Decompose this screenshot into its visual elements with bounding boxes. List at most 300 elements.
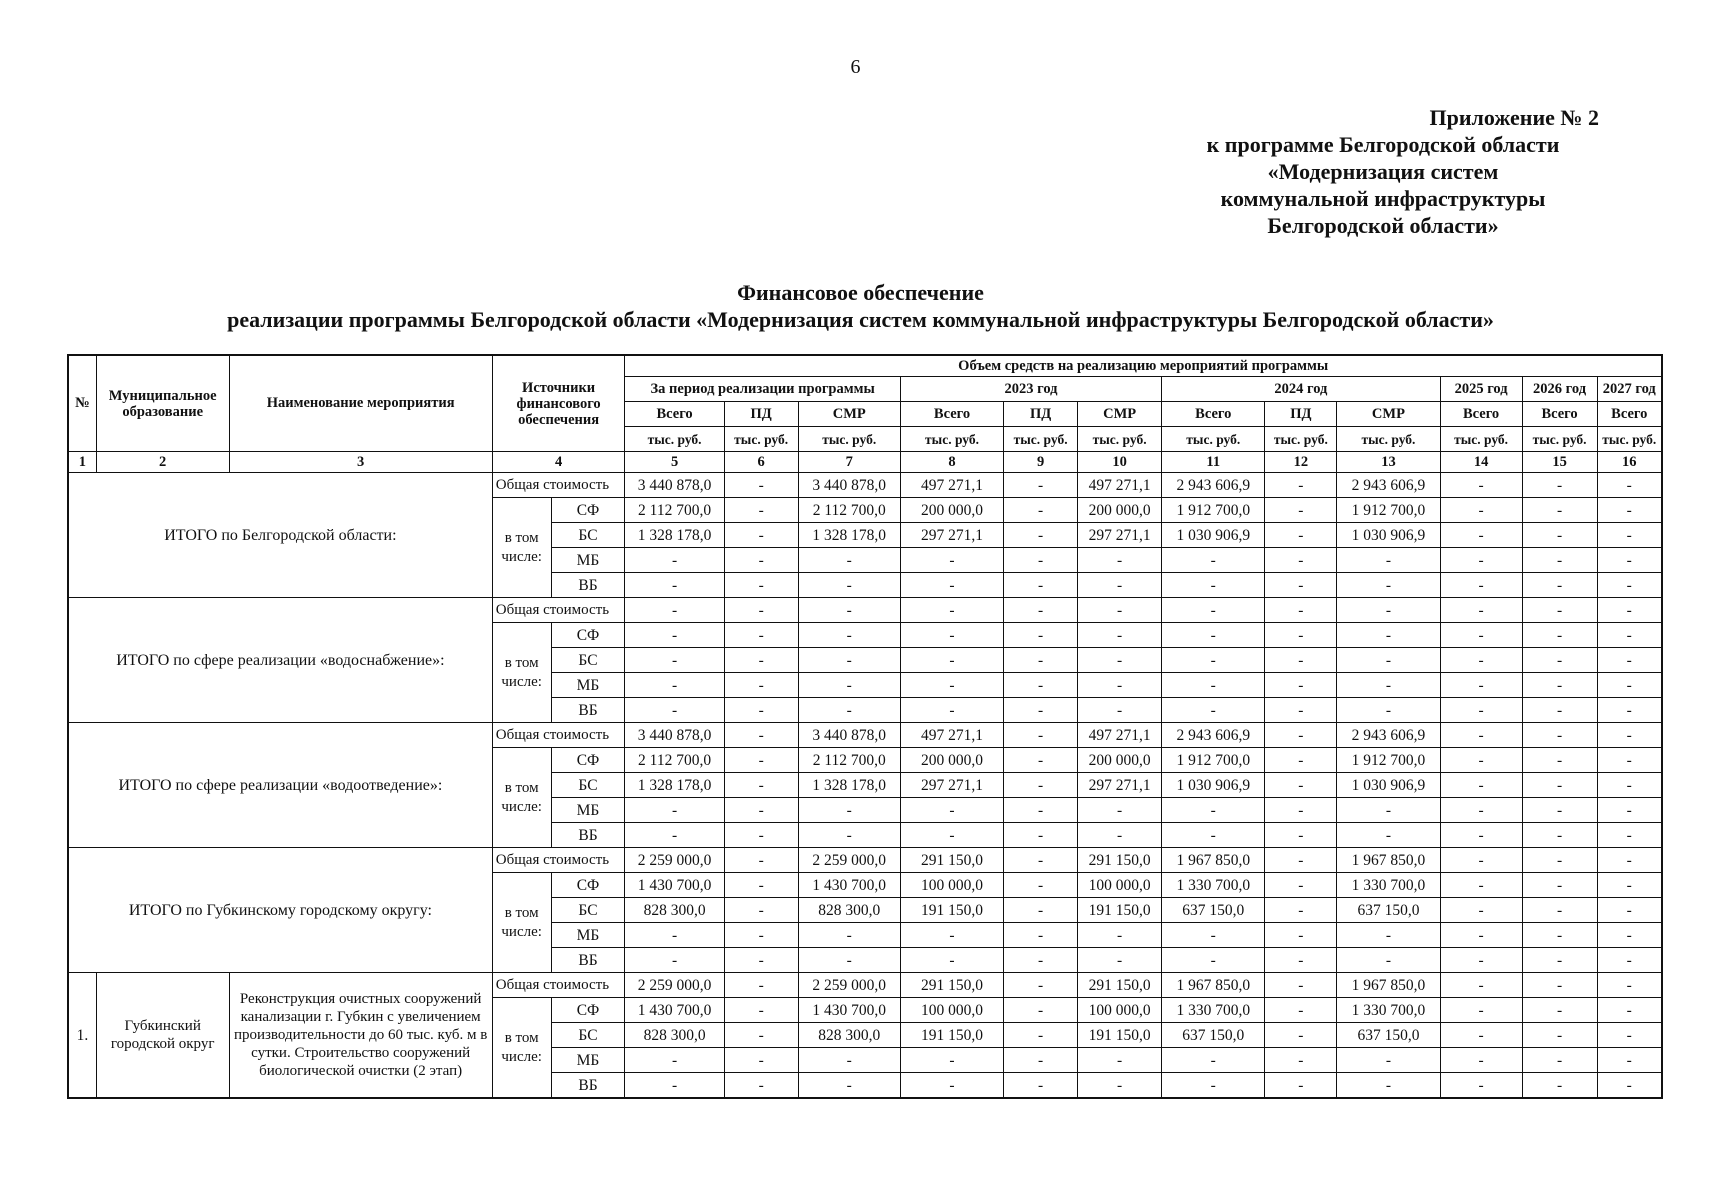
col-header-sources: Источники финансового обеспечения: [492, 355, 625, 452]
subheader-pd: ПД: [724, 402, 798, 427]
value-cell: -: [1004, 848, 1078, 873]
value-cell: -: [1522, 698, 1597, 723]
source-vb: ВБ: [551, 698, 625, 723]
column-number: 9: [1004, 452, 1078, 473]
value-cell: 1 912 700,0: [1162, 498, 1265, 523]
value-cell: -: [1522, 1073, 1597, 1099]
source-sf: СФ: [551, 748, 625, 773]
value-cell: 191 150,0: [900, 898, 1003, 923]
value-cell: -: [1265, 748, 1337, 773]
group-total-label: ИТОГО по Белгородской области:: [68, 473, 492, 598]
value-cell: -: [724, 798, 798, 823]
value-cell: -: [1337, 548, 1440, 573]
col-header-activity: Наименование мероприятия: [229, 355, 492, 452]
unit-label: тыс. руб.: [1337, 427, 1440, 452]
value-cell: -: [625, 648, 724, 673]
source-total-cost: Общая стоимость: [492, 973, 625, 998]
source-including-label: в том числе:: [492, 998, 551, 1099]
column-number: 5: [625, 452, 724, 473]
source-mb: МБ: [551, 1048, 625, 1073]
value-cell: -: [1265, 648, 1337, 673]
value-cell: -: [1597, 823, 1662, 848]
value-cell: -: [1597, 648, 1662, 673]
column-number: 3: [229, 452, 492, 473]
value-cell: -: [724, 648, 798, 673]
value-cell: -: [900, 948, 1003, 973]
value-cell: -: [1597, 473, 1662, 498]
subheader-total: Всего: [1522, 402, 1597, 427]
col-header-2023: 2023 год: [900, 377, 1161, 402]
value-cell: -: [1522, 523, 1597, 548]
value-cell: -: [1004, 873, 1078, 898]
value-cell: -: [1597, 523, 1662, 548]
value-cell: -: [1440, 1048, 1522, 1073]
value-cell: -: [1440, 898, 1522, 923]
value-cell: 2 943 606,9: [1337, 723, 1440, 748]
value-cell: 1 030 906,9: [1337, 773, 1440, 798]
value-cell: -: [900, 1073, 1003, 1099]
value-cell: -: [1078, 548, 1162, 573]
document-title: Финансовое обеспечение: [737, 280, 984, 305]
value-cell: 1 330 700,0: [1337, 873, 1440, 898]
value-cell: -: [625, 573, 724, 598]
value-cell: -: [1597, 973, 1662, 998]
value-cell: 2 112 700,0: [798, 498, 900, 523]
value-cell: 2 259 000,0: [625, 848, 724, 873]
value-cell: -: [1597, 623, 1662, 648]
value-cell: 1 967 850,0: [1337, 973, 1440, 998]
value-cell: -: [1440, 998, 1522, 1023]
value-cell: 2 943 606,9: [1162, 723, 1265, 748]
appendix-block: [1103, 104, 1663, 239]
value-cell: -: [1162, 573, 1265, 598]
group-total-label: ИТОГО по сфере реализации «водоотведение»:: [68, 723, 492, 848]
value-cell: -: [798, 823, 900, 848]
value-cell: -: [1162, 923, 1265, 948]
value-cell: -: [1078, 1048, 1162, 1073]
unit-label: тыс. руб.: [900, 427, 1003, 452]
value-cell: -: [1004, 1023, 1078, 1048]
value-cell: -: [900, 648, 1003, 673]
col-header-no: №: [68, 355, 96, 452]
value-cell: -: [625, 948, 724, 973]
value-cell: -: [1440, 623, 1522, 648]
value-cell: -: [798, 548, 900, 573]
column-number: 13: [1337, 452, 1440, 473]
source-vb: ВБ: [551, 1073, 625, 1099]
value-cell: -: [1265, 823, 1337, 848]
value-cell: -: [1440, 798, 1522, 823]
value-cell: -: [1162, 623, 1265, 648]
value-cell: -: [625, 1048, 724, 1073]
column-number: 7: [798, 452, 900, 473]
value-cell: -: [1265, 798, 1337, 823]
column-number: 6: [724, 452, 798, 473]
value-cell: -: [1337, 1048, 1440, 1073]
value-cell: -: [1004, 798, 1078, 823]
value-cell: 1 328 178,0: [625, 523, 724, 548]
value-cell: -: [1265, 973, 1337, 998]
value-cell: -: [724, 748, 798, 773]
column-number-row: [68, 452, 1662, 473]
value-cell: -: [798, 598, 900, 623]
appendix-line-5: Белгородской области»: [1267, 213, 1499, 238]
value-cell: -: [1522, 998, 1597, 1023]
value-cell: -: [724, 598, 798, 623]
value-cell: -: [1597, 598, 1662, 623]
value-cell: -: [798, 698, 900, 723]
value-cell: 637 150,0: [1337, 898, 1440, 923]
unit-label: тыс. руб.: [625, 427, 724, 452]
value-cell: 297 271,1: [1078, 523, 1162, 548]
value-cell: 200 000,0: [1078, 498, 1162, 523]
activity-number: 1.: [68, 973, 96, 1099]
value-cell: 1 030 906,9: [1337, 523, 1440, 548]
value-cell: 637 150,0: [1162, 898, 1265, 923]
value-cell: -: [1004, 973, 1078, 998]
value-cell: 1 030 906,9: [1162, 523, 1265, 548]
source-sf: СФ: [551, 998, 625, 1023]
value-cell: -: [1597, 948, 1662, 973]
value-cell: -: [900, 673, 1003, 698]
value-cell: 497 271,1: [900, 473, 1003, 498]
value-cell: -: [1597, 723, 1662, 748]
appendix-line-1: Приложение № 2: [1429, 105, 1599, 130]
value-cell: -: [1004, 498, 1078, 523]
value-cell: -: [1522, 648, 1597, 673]
table-row: [68, 973, 1662, 998]
value-cell: 2 943 606,9: [1337, 473, 1440, 498]
value-cell: -: [1522, 848, 1597, 873]
source-mb: МБ: [551, 923, 625, 948]
value-cell: -: [1265, 998, 1337, 1023]
value-cell: 3 440 878,0: [625, 723, 724, 748]
value-cell: -: [1265, 573, 1337, 598]
value-cell: -: [625, 823, 724, 848]
source-vb: ВБ: [551, 823, 625, 848]
value-cell: 1 430 700,0: [625, 998, 724, 1023]
value-cell: -: [724, 923, 798, 948]
value-cell: -: [1522, 798, 1597, 823]
value-cell: -: [1004, 748, 1078, 773]
value-cell: -: [1440, 973, 1522, 998]
value-cell: 291 150,0: [1078, 848, 1162, 873]
value-cell: 1 330 700,0: [1162, 998, 1265, 1023]
value-cell: -: [1162, 1048, 1265, 1073]
value-cell: -: [1265, 898, 1337, 923]
value-cell: -: [900, 573, 1003, 598]
value-cell: 1 912 700,0: [1337, 498, 1440, 523]
value-cell: -: [1004, 473, 1078, 498]
value-cell: -: [724, 1073, 798, 1099]
value-cell: 297 271,1: [900, 773, 1003, 798]
value-cell: 2 943 606,9: [1162, 473, 1265, 498]
value-cell: -: [1078, 673, 1162, 698]
value-cell: -: [1078, 698, 1162, 723]
value-cell: -: [1265, 698, 1337, 723]
unit-label: тыс. руб.: [1004, 427, 1078, 452]
value-cell: 1 430 700,0: [798, 998, 900, 1023]
value-cell: -: [798, 948, 900, 973]
source-sf: СФ: [551, 873, 625, 898]
value-cell: 1 912 700,0: [1162, 748, 1265, 773]
value-cell: -: [900, 798, 1003, 823]
source-sf: СФ: [551, 623, 625, 648]
value-cell: -: [1078, 623, 1162, 648]
source-mb: МБ: [551, 798, 625, 823]
value-cell: -: [1337, 798, 1440, 823]
value-cell: 1 430 700,0: [625, 873, 724, 898]
value-cell: -: [724, 948, 798, 973]
value-cell: -: [724, 973, 798, 998]
value-cell: -: [900, 548, 1003, 573]
col-header-2025: 2025 год: [1440, 377, 1522, 402]
value-cell: -: [900, 698, 1003, 723]
value-cell: 1 328 178,0: [625, 773, 724, 798]
value-cell: -: [724, 998, 798, 1023]
value-cell: -: [1440, 598, 1522, 623]
value-cell: -: [1078, 573, 1162, 598]
unit-label: тыс. руб.: [1522, 427, 1597, 452]
value-cell: -: [1337, 598, 1440, 623]
subheader-smr: СМР: [798, 402, 900, 427]
value-cell: -: [1440, 648, 1522, 673]
value-cell: -: [1004, 573, 1078, 598]
value-cell: -: [724, 773, 798, 798]
value-cell: -: [1337, 1073, 1440, 1099]
unit-label: тыс. руб.: [1597, 427, 1662, 452]
value-cell: -: [1265, 873, 1337, 898]
value-cell: -: [1440, 748, 1522, 773]
activity-name: Реконструкция очистных сооружений канализации г. Губкин с увеличением производительности до 60 тыс. куб. м в сутки. Строительство сооружений биологической очистки (2 этап): [229, 973, 492, 1099]
value-cell: 2 259 000,0: [798, 848, 900, 873]
value-cell: -: [1440, 848, 1522, 873]
financing-table: [67, 354, 1663, 1099]
value-cell: -: [1440, 823, 1522, 848]
value-cell: -: [724, 473, 798, 498]
subheader-total: Всего: [625, 402, 724, 427]
value-cell: -: [1522, 723, 1597, 748]
value-cell: -: [625, 1073, 724, 1099]
value-cell: 2 259 000,0: [798, 973, 900, 998]
value-cell: -: [1522, 573, 1597, 598]
value-cell: 100 000,0: [1078, 998, 1162, 1023]
value-cell: -: [1265, 523, 1337, 548]
value-cell: -: [1597, 873, 1662, 898]
value-cell: 3 440 878,0: [798, 723, 900, 748]
value-cell: -: [1004, 623, 1078, 648]
value-cell: -: [724, 1023, 798, 1048]
value-cell: -: [1004, 923, 1078, 948]
value-cell: -: [1337, 573, 1440, 598]
value-cell: 637 150,0: [1337, 1023, 1440, 1048]
value-cell: -: [724, 698, 798, 723]
value-cell: -: [900, 623, 1003, 648]
value-cell: -: [724, 673, 798, 698]
value-cell: -: [1597, 898, 1662, 923]
value-cell: -: [1265, 598, 1337, 623]
source-bs: БС: [551, 523, 625, 548]
appendix-line-4: коммунальной инфраструктуры: [1220, 186, 1546, 211]
value-cell: -: [625, 673, 724, 698]
value-cell: -: [1004, 898, 1078, 923]
value-cell: -: [1440, 573, 1522, 598]
value-cell: -: [1522, 748, 1597, 773]
unit-label: тыс. руб.: [724, 427, 798, 452]
value-cell: -: [625, 923, 724, 948]
value-cell: 828 300,0: [625, 898, 724, 923]
value-cell: -: [1004, 773, 1078, 798]
value-cell: -: [798, 648, 900, 673]
source-total-cost: Общая стоимость: [492, 473, 625, 498]
value-cell: -: [1597, 498, 1662, 523]
column-number: 2: [96, 452, 229, 473]
value-cell: 2 112 700,0: [798, 748, 900, 773]
value-cell: -: [1440, 1023, 1522, 1048]
value-cell: -: [1078, 1073, 1162, 1099]
value-cell: -: [1440, 523, 1522, 548]
value-cell: -: [1597, 1048, 1662, 1073]
subheader-smr: СМР: [1337, 402, 1440, 427]
value-cell: -: [1440, 473, 1522, 498]
table-row: [68, 848, 1662, 873]
value-cell: 191 150,0: [900, 1023, 1003, 1048]
activity-municipality: Губкинский городской округ: [96, 973, 229, 1099]
value-cell: 191 150,0: [1078, 1023, 1162, 1048]
value-cell: -: [1440, 923, 1522, 948]
value-cell: -: [1265, 673, 1337, 698]
group-total-label: ИТОГО по сфере реализации «водоснабжение»:: [68, 598, 492, 723]
value-cell: -: [1440, 548, 1522, 573]
value-cell: -: [1440, 723, 1522, 748]
subheader-total: Всего: [1597, 402, 1662, 427]
subheader-pd: ПД: [1004, 402, 1078, 427]
value-cell: -: [1522, 1023, 1597, 1048]
value-cell: -: [724, 873, 798, 898]
column-number: 8: [900, 452, 1003, 473]
col-header-municipality: Муниципальное образование: [96, 355, 229, 452]
value-cell: -: [798, 798, 900, 823]
value-cell: -: [1522, 823, 1597, 848]
value-cell: 1 967 850,0: [1337, 848, 1440, 873]
value-cell: -: [1078, 598, 1162, 623]
value-cell: -: [1522, 948, 1597, 973]
value-cell: 1 430 700,0: [798, 873, 900, 898]
value-cell: -: [1522, 548, 1597, 573]
value-cell: -: [1597, 548, 1662, 573]
value-cell: -: [724, 723, 798, 748]
value-cell: -: [1162, 948, 1265, 973]
value-cell: -: [900, 598, 1003, 623]
value-cell: 297 271,1: [900, 523, 1003, 548]
value-cell: 2 112 700,0: [625, 748, 724, 773]
value-cell: -: [1162, 1073, 1265, 1099]
value-cell: -: [1522, 898, 1597, 923]
value-cell: -: [798, 673, 900, 698]
value-cell: -: [724, 548, 798, 573]
value-cell: -: [724, 498, 798, 523]
value-cell: -: [1078, 798, 1162, 823]
value-cell: 291 150,0: [900, 848, 1003, 873]
value-cell: 497 271,1: [1078, 473, 1162, 498]
value-cell: -: [1337, 673, 1440, 698]
source-total-cost: Общая стоимость: [492, 723, 625, 748]
value-cell: -: [1265, 948, 1337, 973]
value-cell: 828 300,0: [625, 1023, 724, 1048]
value-cell: -: [1265, 498, 1337, 523]
value-cell: -: [1440, 698, 1522, 723]
value-cell: -: [1597, 798, 1662, 823]
value-cell: -: [724, 523, 798, 548]
value-cell: -: [625, 698, 724, 723]
value-cell: -: [1522, 623, 1597, 648]
col-header-2027: 2027 год: [1597, 377, 1662, 402]
subheader-pd: ПД: [1265, 402, 1337, 427]
value-cell: -: [724, 1048, 798, 1073]
value-cell: -: [724, 573, 798, 598]
value-cell: -: [1440, 873, 1522, 898]
value-cell: -: [1078, 823, 1162, 848]
value-cell: 637 150,0: [1162, 1023, 1265, 1048]
value-cell: -: [1522, 923, 1597, 948]
value-cell: -: [1004, 1073, 1078, 1099]
value-cell: -: [1337, 698, 1440, 723]
value-cell: -: [798, 573, 900, 598]
value-cell: 297 271,1: [1078, 773, 1162, 798]
value-cell: -: [1078, 948, 1162, 973]
unit-label: тыс. руб.: [1440, 427, 1522, 452]
value-cell: -: [798, 623, 900, 648]
value-cell: -: [1162, 548, 1265, 573]
subheader-total: Всего: [900, 402, 1003, 427]
value-cell: -: [1004, 523, 1078, 548]
value-cell: -: [1004, 1048, 1078, 1073]
column-number: 4: [492, 452, 625, 473]
value-cell: -: [1597, 848, 1662, 873]
page-number: 6: [850, 56, 861, 78]
value-cell: -: [1440, 948, 1522, 973]
value-cell: -: [1265, 1023, 1337, 1048]
source-mb: МБ: [551, 673, 625, 698]
value-cell: 828 300,0: [798, 898, 900, 923]
value-cell: 1 330 700,0: [1162, 873, 1265, 898]
column-number: 11: [1162, 452, 1265, 473]
appendix-line-3: «Модернизация систем: [1267, 159, 1499, 184]
value-cell: -: [1004, 998, 1078, 1023]
document-subtitle: реализации программы Белгородской области «Модернизация систем коммунальной инфраструктуры Белгородской области»: [227, 307, 1494, 332]
value-cell: -: [1597, 998, 1662, 1023]
value-cell: -: [1265, 923, 1337, 948]
value-cell: -: [1265, 1048, 1337, 1073]
value-cell: -: [1078, 923, 1162, 948]
value-cell: -: [724, 823, 798, 848]
unit-label: тыс. руб.: [1078, 427, 1162, 452]
value-cell: 1 967 850,0: [1162, 848, 1265, 873]
value-cell: 3 440 878,0: [798, 473, 900, 498]
value-cell: 2 259 000,0: [625, 973, 724, 998]
value-cell: -: [1440, 673, 1522, 698]
value-cell: -: [1597, 1023, 1662, 1048]
header-row-1: [68, 355, 1662, 377]
source-vb: ВБ: [551, 948, 625, 973]
value-cell: -: [1004, 673, 1078, 698]
source-bs: БС: [551, 648, 625, 673]
value-cell: -: [1597, 698, 1662, 723]
value-cell: -: [1522, 498, 1597, 523]
value-cell: 1 030 906,9: [1162, 773, 1265, 798]
value-cell: -: [1337, 648, 1440, 673]
value-cell: -: [798, 1048, 900, 1073]
